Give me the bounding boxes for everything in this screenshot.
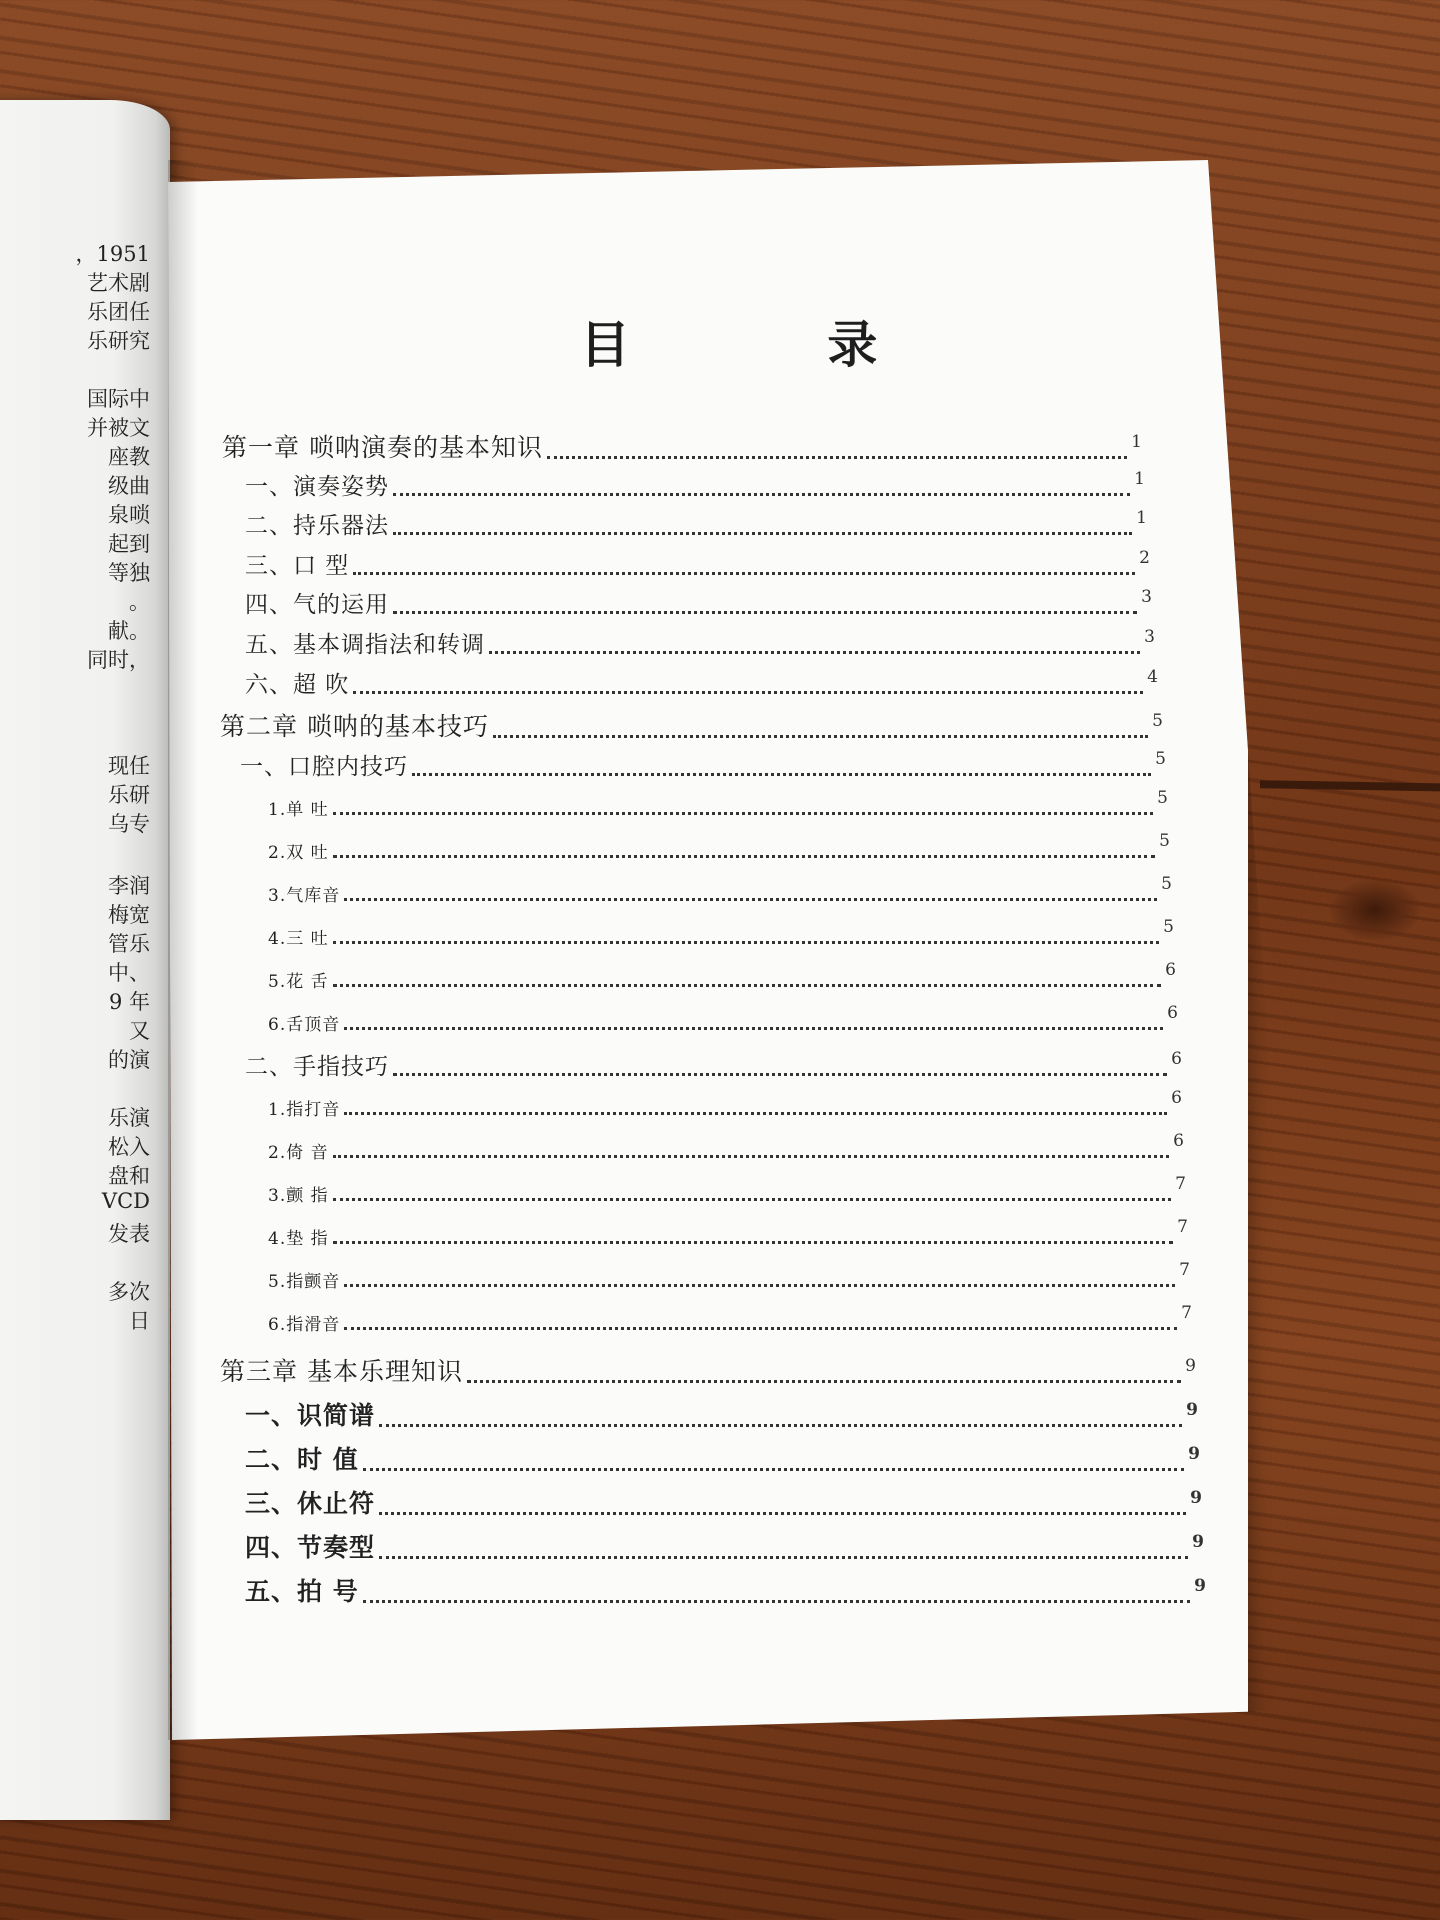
toc-entry [268, 1003, 1180, 1035]
toc-entry [245, 547, 1150, 580]
toc-entry [220, 707, 1163, 743]
left-page-text-line: 乐研 [108, 783, 150, 807]
toc-entry-page-number: 1 [1134, 469, 1145, 489]
left-page-text-line: 乐研究 [87, 329, 150, 353]
toc-entry-label: 6.指滑音 [268, 1315, 341, 1335]
toc-entry [245, 1396, 1198, 1432]
toc-entry-page-number: 9 [1185, 1356, 1196, 1376]
toc-entry [268, 1260, 1192, 1292]
toc-entry [268, 1088, 1184, 1120]
toc-entry-label: 1.指打音 [268, 1100, 341, 1120]
toc-title: 目 录 [580, 315, 968, 374]
toc-dot-leader [333, 812, 1154, 815]
toc-entry-label: 5.指颤音 [268, 1272, 341, 1292]
toc-entry-page-number: 1 [1131, 432, 1142, 452]
toc-entry-label: 二、手指技巧 [245, 1054, 389, 1080]
toc-dot-leader [393, 532, 1132, 535]
left-page-text-line: 献。 [108, 619, 150, 643]
toc-entry-page-number: 6 [1165, 960, 1178, 980]
toc-entry-page-number: 5 [1152, 711, 1163, 731]
left-page-text-line: 日 [129, 1309, 150, 1333]
toc-dot-leader [333, 1241, 1174, 1244]
left-page-text-line: VCD [101, 1189, 150, 1213]
toc-entry-label: 6.舌顶音 [268, 1015, 341, 1035]
left-facing-page [0, 100, 170, 1820]
left-page-text-line: 中、 [108, 961, 150, 985]
toc-entry-page-number: 7 [1181, 1303, 1194, 1323]
left-page-text-line: 等独 [108, 561, 150, 585]
left-page-text-line: 座教 [108, 445, 150, 469]
toc-entry [268, 831, 1172, 863]
toc-entry-label: 第二章 唢呐的基本技巧 [220, 712, 489, 741]
toc-entry-label: 3.气库音 [268, 886, 341, 906]
toc-entry-label: 五、基本调指法和转调 [245, 632, 485, 658]
toc-entry [222, 428, 1142, 464]
toc-dot-leader [363, 1468, 1184, 1471]
toc-dot-leader [379, 1512, 1186, 1515]
toc-entry-page-number: 3 [1144, 627, 1155, 647]
toc-dot-leader [467, 1380, 1181, 1383]
toc-entry [245, 1572, 1206, 1608]
left-page-text-line: 起到 [108, 532, 150, 556]
toc-entry [245, 1048, 1182, 1081]
toc-entry [245, 507, 1147, 540]
toc-entry-label: 2.倚 音 [268, 1143, 329, 1163]
toc-entry-page-number: 5 [1159, 831, 1172, 851]
toc-entry-label: 一、演奏姿势 [245, 474, 389, 500]
toc-entry [268, 917, 1176, 949]
toc-entry-label: 第一章 唢呐演奏的基本知识 [222, 433, 543, 462]
toc-entry-label: 五、拍 号 [245, 1577, 359, 1606]
left-page-text-line: 艺术剧 [87, 271, 150, 295]
toc-dot-leader [412, 773, 1151, 776]
toc-entry [245, 626, 1155, 659]
toc-dot-leader [333, 984, 1162, 987]
left-page-text-line: 李润 [108, 874, 150, 898]
toc-entry-page-number: 5 [1161, 874, 1174, 894]
toc-dot-leader [353, 572, 1135, 575]
toc-entry-page-number: 6 [1173, 1131, 1186, 1151]
toc-dot-leader [493, 735, 1148, 738]
toc-dot-leader [393, 493, 1130, 496]
toc-entry-page-number: 1 [1136, 508, 1147, 528]
left-page-text-line: 多次 [108, 1280, 150, 1304]
left-page-text-line: 松入 [108, 1135, 150, 1159]
toc-entry-page-number: 5 [1157, 788, 1170, 808]
toc-entry [245, 1440, 1200, 1476]
toc-entry-label: 二、持乐器法 [245, 513, 389, 539]
toc-entry-page-number: 6 [1171, 1049, 1182, 1069]
toc-entry [245, 666, 1158, 699]
toc-entry [245, 1484, 1202, 1520]
left-page-text-line: 梅宽 [108, 903, 150, 927]
toc-entry [245, 468, 1145, 501]
toc-entry [240, 748, 1166, 781]
toc-entry-label: 第三章 基本乐理知识 [220, 1357, 463, 1386]
left-page-text-line: 又 [129, 1019, 150, 1043]
toc-entry-label: 4.三 吐 [268, 929, 329, 949]
toc-entry-label: 5.花 舌 [268, 972, 329, 992]
toc-dot-leader [344, 1284, 1175, 1287]
toc-entry-label: 三、休止符 [245, 1489, 376, 1518]
toc-dot-leader [344, 898, 1157, 901]
left-page-text-line: 乐团任 [87, 300, 150, 324]
toc-entry [268, 874, 1174, 906]
toc-entry-page-number: 2 [1139, 548, 1150, 568]
toc-entry [268, 1131, 1186, 1163]
toc-entry-label: 2.双 吐 [268, 843, 329, 863]
toc-dot-leader [333, 941, 1160, 944]
left-page-text-line: 并被文 [87, 416, 150, 440]
toc-entry-page-number: 6 [1171, 1088, 1184, 1108]
toc-dot-leader [344, 1027, 1163, 1030]
left-page-text-line: 9 年 [108, 990, 150, 1014]
toc-entry-page-number: 6 [1167, 1003, 1180, 1023]
left-page-text-line: 现任 [108, 754, 150, 778]
toc-entry-label: 3.颤 指 [268, 1186, 329, 1206]
toc-entry [268, 1217, 1190, 1249]
toc-entry-label: 二、时 值 [245, 1445, 359, 1474]
left-page-text-line: 泉唢 [108, 503, 150, 527]
toc-entry-label: 三、口 型 [245, 553, 350, 579]
toc-dot-leader [344, 1112, 1167, 1115]
page-gutter-shadow [168, 160, 198, 1740]
left-page-text-line: 级曲 [108, 474, 150, 498]
left-page-text-line: 乐演 [108, 1106, 150, 1130]
toc-entry-label: 一、识简谱 [245, 1401, 376, 1430]
toc-dot-leader [363, 1600, 1190, 1603]
toc-entry-label: 四、节奏型 [245, 1533, 376, 1562]
toc-entry-page-number: 7 [1179, 1260, 1192, 1280]
toc-entry-page-number: 4 [1147, 667, 1158, 687]
toc-dot-leader [333, 855, 1156, 858]
toc-entry [220, 1352, 1196, 1388]
toc-entry-page-number: 9 [1192, 1532, 1204, 1552]
left-page-text-line: 的演 [108, 1048, 150, 1072]
toc-entry-page-number: 9 [1194, 1576, 1206, 1596]
left-page-text-line: 盘和 [108, 1164, 150, 1188]
toc-dot-leader [333, 1198, 1172, 1201]
toc-entry-page-number: 3 [1141, 587, 1152, 607]
toc-dot-leader [379, 1424, 1182, 1427]
toc-entry-label: 一、口腔内技巧 [240, 754, 408, 780]
left-page-text-line: 国际中 [87, 387, 150, 411]
toc-dot-leader [379, 1556, 1188, 1559]
toc-entry-page-number: 5 [1155, 749, 1166, 769]
toc-entry-label: 1.单 吐 [268, 800, 329, 820]
left-page-text-line: ，1951 [75, 242, 150, 266]
left-page-text-line: 管乐 [108, 932, 150, 956]
table-plank-seam [1260, 780, 1440, 791]
toc-entry-label: 4.垫 指 [268, 1229, 329, 1249]
toc-entry-page-number: 5 [1163, 917, 1176, 937]
toc-entry [245, 586, 1152, 619]
toc-entry-page-number: 9 [1186, 1400, 1198, 1420]
wood-knot [1330, 880, 1420, 940]
toc-entry-page-number: 9 [1188, 1444, 1200, 1464]
toc-dot-leader [333, 1155, 1170, 1158]
toc-entry-label: 六、超 吹 [245, 672, 350, 698]
left-page-text-line: 。 [129, 590, 150, 614]
toc-dot-leader [489, 651, 1140, 654]
toc-dot-leader [393, 1073, 1167, 1076]
toc-dot-leader [344, 1327, 1177, 1330]
toc-entry [268, 1174, 1188, 1206]
toc-entry [268, 788, 1170, 820]
toc-entry [268, 960, 1178, 992]
toc-entry-page-number: 7 [1175, 1174, 1188, 1194]
toc-dot-leader [353, 691, 1143, 694]
left-page-text-line: 同时， [87, 648, 150, 672]
toc-dot-leader [547, 456, 1127, 459]
toc-entry-page-number: 7 [1177, 1217, 1190, 1237]
toc-dot-leader [393, 611, 1137, 614]
toc-entry [268, 1303, 1194, 1335]
toc-entry-page-number: 9 [1190, 1488, 1202, 1508]
toc-entry [245, 1528, 1204, 1564]
toc-entry-label: 四、气的运用 [245, 592, 389, 618]
left-page-text-line: 发表 [108, 1222, 150, 1246]
left-page-text-line: 乌专 [108, 812, 150, 836]
